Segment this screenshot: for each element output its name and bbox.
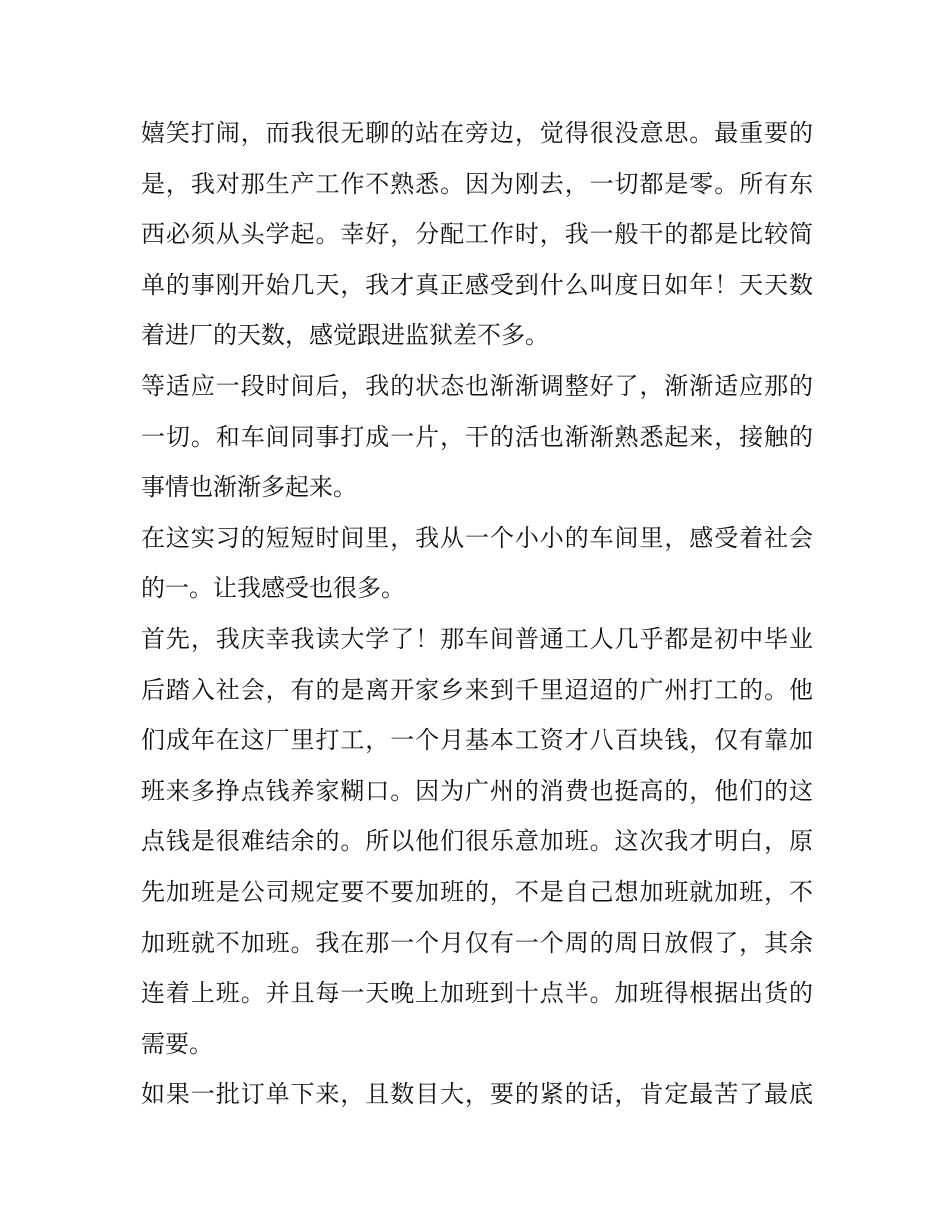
- text-line: 加班就不加班。我在那一个月仅有一个周的周日放假了，其余: [141, 928, 813, 957]
- text-line: 的一。让我感受也很多。: [141, 574, 405, 603]
- text-line: 等适应一段时间后，我的状态也渐渐调整好了，渐渐适应那的: [141, 371, 813, 400]
- text-line: 西必须从头学起。幸好，分配工作时，我一般干的都是比较简: [141, 220, 813, 249]
- text-line: 班来多挣点钱养家糊口。因为广州的消费也挺高的，他们的这: [141, 776, 813, 805]
- text-line: 嬉笑打闹，而我很无聊的站在旁边，觉得很没意思。最重要的: [141, 119, 813, 147]
- text-line: 先加班是公司规定要不要加班的，不是自己想加班就加班，不: [141, 877, 813, 906]
- text-line: 首先，我庆幸我读大学了！那车间普通工人几乎都是初中毕业: [141, 624, 813, 653]
- text-line: 点钱是很难结余的。所以他们很乐意加班。这次我才明白，原: [141, 827, 813, 856]
- text-line: 单的事刚开始几天，我才真正感受到什么叫度日如年！天天数: [141, 270, 813, 299]
- text-line: 需要。: [141, 1029, 213, 1058]
- text-line: 们成年在这厂里打工，一个月基本工资才八百块钱，仅有靠加: [141, 726, 813, 755]
- text-line: 在这实习的短短时间里，我从一个小小的车间里，感受着社会: [141, 523, 813, 552]
- text-line: 着进厂的天数，感觉跟进监狱差不多。: [141, 321, 549, 350]
- text-line: 是，我对那生产工作不熟悉。因为刚去，一切都是零。所有东: [141, 169, 813, 198]
- text-line: 事情也渐渐多起来。: [141, 473, 357, 502]
- text-line: 连着上班。并且每一天晚上加班到十点半。加班得根据出货的: [141, 979, 813, 1008]
- text-line: 一切。和车间同事打成一片，干的活也渐渐熟悉起来，接触的: [141, 422, 813, 451]
- text-line: 后踏入社会，有的是离开家乡来到千里迢迢的广州打工的。他: [141, 675, 813, 704]
- text-line: 如果一批订单下来，且数目大，要的紧的话，肯定最苦了最底: [141, 1080, 813, 1109]
- body-text: [141, 108, 813, 1120]
